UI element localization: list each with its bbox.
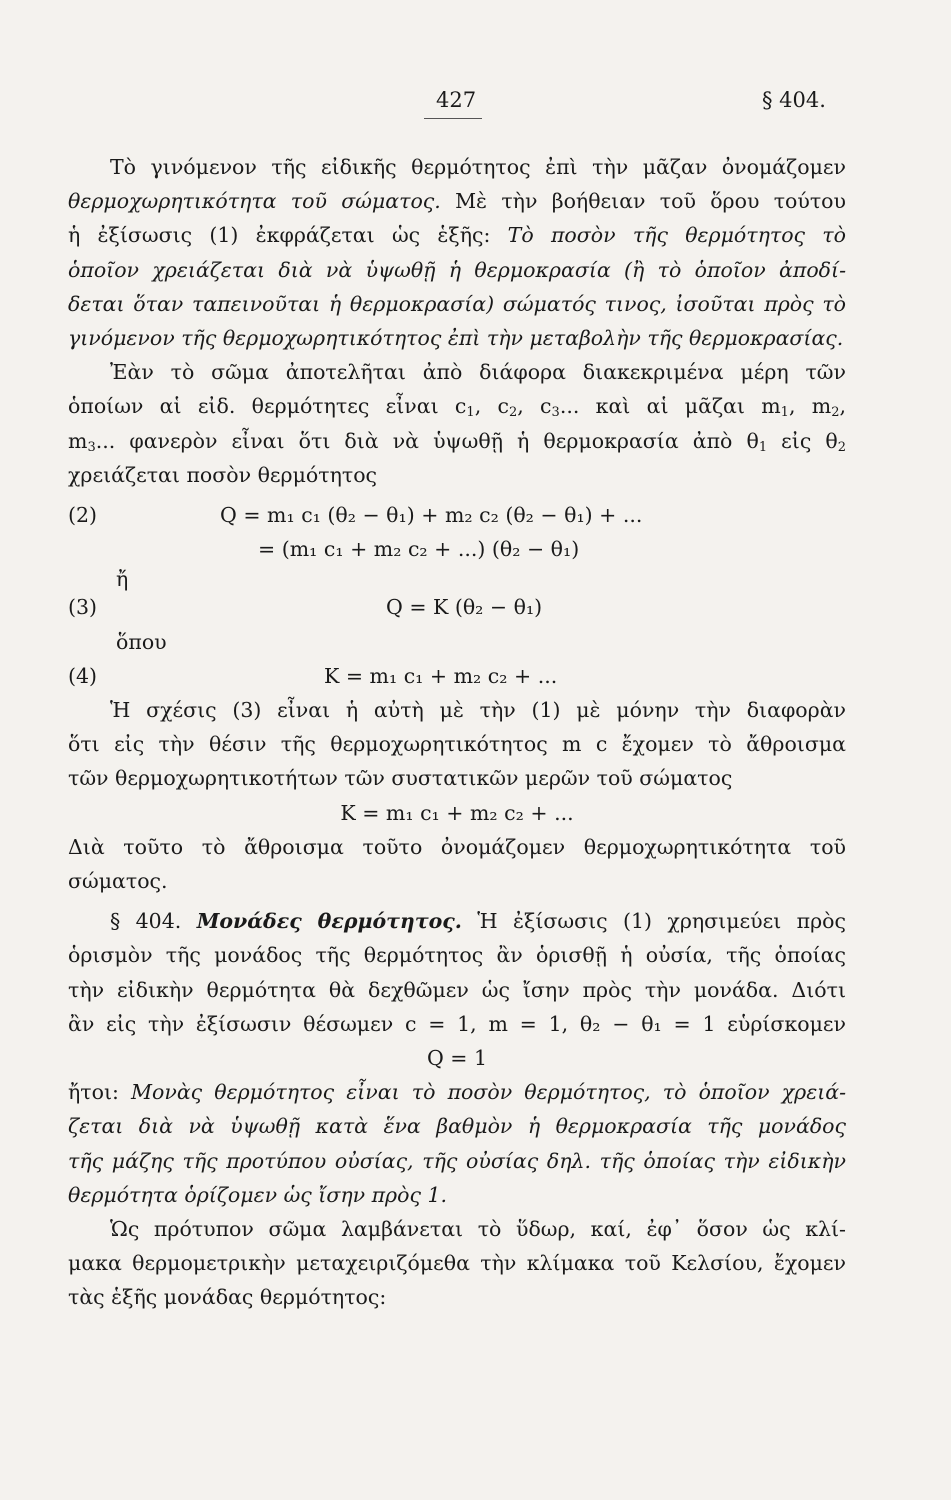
page-number-rule <box>424 118 482 119</box>
text-run: Μὲ τὴν βοήθειαν τοῦ ὅρου τούτου <box>440 189 846 214</box>
text-line <box>68 1075 846 1109</box>
page-header <box>0 88 951 122</box>
text-line <box>68 389 846 423</box>
text-line: ὁποῖον χρειάζεται διὰ νὰ ὑψωθῇ ἡ θερμοκρασία (ἢ τὸ ὁποῖον ἀποδί- <box>68 257 846 282</box>
text-run: ... φανερὸν εἶναι ὅτι διὰ νὰ ὑψωθῇ ἡ θερμοκρασία ἀπὸ θ <box>95 428 759 453</box>
text-line: μακα θερμομετρικὴν μεταχειριζόμεθα τὴν κλίμακα τοῦ Κελσίου, ἔχομεν <box>68 1251 846 1276</box>
equation-expression: = (m₁ c₁ + m₂ c₂ + ...) (θ₂ − θ₁) <box>258 537 580 562</box>
section-number: § 404. <box>110 909 182 934</box>
text-run: ἤτοι: <box>68 1080 132 1105</box>
subscript: 3 <box>87 439 96 455</box>
text-run: , c <box>517 394 552 419</box>
text-line: σώματος. <box>68 868 168 893</box>
inline-equation: Q = 1 <box>426 1046 488 1070</box>
equation-2-continued <box>68 532 846 566</box>
text-line: Ὡς πρότυπον σῶμα λαμβάνεται τὸ ὕδωρ, καί, ἐφ᾽ ὅσον ὡς κλί- <box>110 1217 846 1242</box>
equation-connector <box>68 625 846 659</box>
page-number: 427 <box>436 88 477 112</box>
equation-number: (3) <box>68 595 98 620</box>
subscript: 2 <box>508 405 518 421</box>
equation-3 <box>68 590 846 624</box>
text-line: γινόμενον τῆς θερμοχωρητικότητος ἐπὶ τὴν μεταβολὴν τῆς θερμοκρασίας. <box>68 326 844 351</box>
italic-term: θερμοχωρητικότητα τοῦ σώματος. <box>68 189 441 214</box>
subscript: 1 <box>758 439 768 455</box>
subscript: 1 <box>466 405 475 421</box>
text-line: χρειάζεται ποσὸν θερμότητος <box>68 462 378 487</box>
text-line: θερμότητα ὁρίζομεν ὡς ἴσην πρὸς 1. <box>68 1182 447 1207</box>
text-line: Διὰ τοῦτο τὸ ἄθροισμα τοῦτο ὀνομάζομεν θερμοχωρητικότητα τοῦ <box>68 834 846 859</box>
text-line: Ἐὰν τὸ σῶμα ἀποτελῆται ἀπὸ διάφορα διακεκριμένα μέρη τῶν <box>110 360 846 385</box>
text-line: ὅτι εἰς τὴν θέσιν τῆς θερμοχωρητικότητος m c ἔχομεν τὸ ἄθροισμα <box>68 732 846 757</box>
connector-word: ὅπου <box>116 629 167 654</box>
connector-word: ἤ <box>116 567 129 592</box>
text-line: Τὸ γινόμενον τῆς εἰδικῆς θερμότητος ἐπὶ τὴν μᾶζαν ὀνομάζομεν <box>110 155 846 179</box>
equation-number: (4) <box>68 663 98 688</box>
page-body <box>68 150 846 1315</box>
text-run: , c <box>474 394 509 419</box>
text-line: ὁρισμὸν τῆς μονάδος τῆς θερμότητος ἂν ὁρισθῇ ἡ οὐσία, τῆς ὁποίας <box>68 943 846 968</box>
running-section-reference: § 404. <box>762 88 826 112</box>
section-heading-line <box>68 904 846 938</box>
subscript: 2 <box>831 405 840 421</box>
text-run: ἡ ἐξίσωσις (1) ἐκφράζεται ὡς ἑξῆς: <box>68 223 508 248</box>
text-line: ἂν εἰς τὴν ἐξίσωσιν θέσωμεν c = 1, m = 1, θ₂ − θ₁ = 1 εὑρίσκομεν <box>68 1011 846 1036</box>
equation-expression: Q = m₁ c₁ (θ₂ − θ₁) + m₂ c₂ (θ₂ − θ₁) + ... <box>220 503 643 528</box>
text-run: , m <box>788 394 832 419</box>
equation-expression: Q = K (θ₂ − θ₁) <box>386 595 543 620</box>
text-run: Ἡ ἐξίσωσις (1) χρησιμεύει πρὸς <box>461 909 846 934</box>
text-line <box>68 424 846 458</box>
text-line <box>68 218 846 252</box>
inline-equation: K = m₁ c₁ + m₂ c₂ + ... <box>340 800 574 825</box>
text-line: δεται ὅταν ταπεινοῦται ἡ θερμοκρασία) σώματός τινος, ἰσοῦται πρὸς τὸ <box>68 291 846 316</box>
text-line <box>68 184 846 218</box>
section-title: Μονάδες θερμότητος. <box>196 909 462 934</box>
subscript: 3 <box>551 405 560 421</box>
subscript: 2 <box>837 439 846 455</box>
italic-run: Μονὰς θερμότητος εἶναι τὸ ποσὸν θερμότητος, τὸ ὁποῖον χρειά- <box>131 1080 846 1105</box>
equation-expression: K = m₁ c₁ + m₂ c₂ + ... <box>324 663 558 688</box>
equation-4 <box>68 659 846 693</box>
text-line: Ἡ σχέσις (3) εἶναι ἡ αὐτὴ μὲ τὴν (1) μὲ μόνην τὴν διαφορὰν <box>110 697 846 722</box>
text-run: ... καὶ αἱ μᾶζαι m <box>559 394 781 419</box>
text-line: τὴν εἰδικὴν θερμότητα θὰ δεχθῶμεν ὡς ἴσην πρὸς τὴν μονάδα. Διότι <box>68 977 846 1002</box>
text-run: εἰς θ <box>767 428 838 453</box>
equation-connector <box>68 566 846 590</box>
text-run: m <box>68 428 88 453</box>
text-line: τῶν θερμοχωρητικοτήτων τῶν συστατικῶν μερῶν τοῦ σώματος <box>68 766 733 791</box>
text-line: τὰς ἑξῆς μονάδας θερμότητος: <box>68 1285 387 1310</box>
italic-run: Τὸ ποσὸν τῆς θερμότητος τὸ <box>507 223 846 248</box>
text-run: ὁποίων αἱ εἰδ. θερμότητες εἶναι c <box>68 394 467 419</box>
equation-2 <box>68 498 846 532</box>
subscript: 1 <box>780 405 789 421</box>
text-line: ζεται διὰ νὰ ὑψωθῇ κατὰ ἕνα βαθμὸν ἡ θερμοκρασία τῆς μονάδος <box>68 1114 846 1139</box>
text-run: , <box>839 394 846 419</box>
equation-number: (2) <box>68 503 98 528</box>
text-line: τῆς μάζης τῆς προτύπου οὐσίας, τῆς οὐσίας δηλ. τῆς ὁποίας τὴν εἰδικὴν <box>68 1148 846 1173</box>
